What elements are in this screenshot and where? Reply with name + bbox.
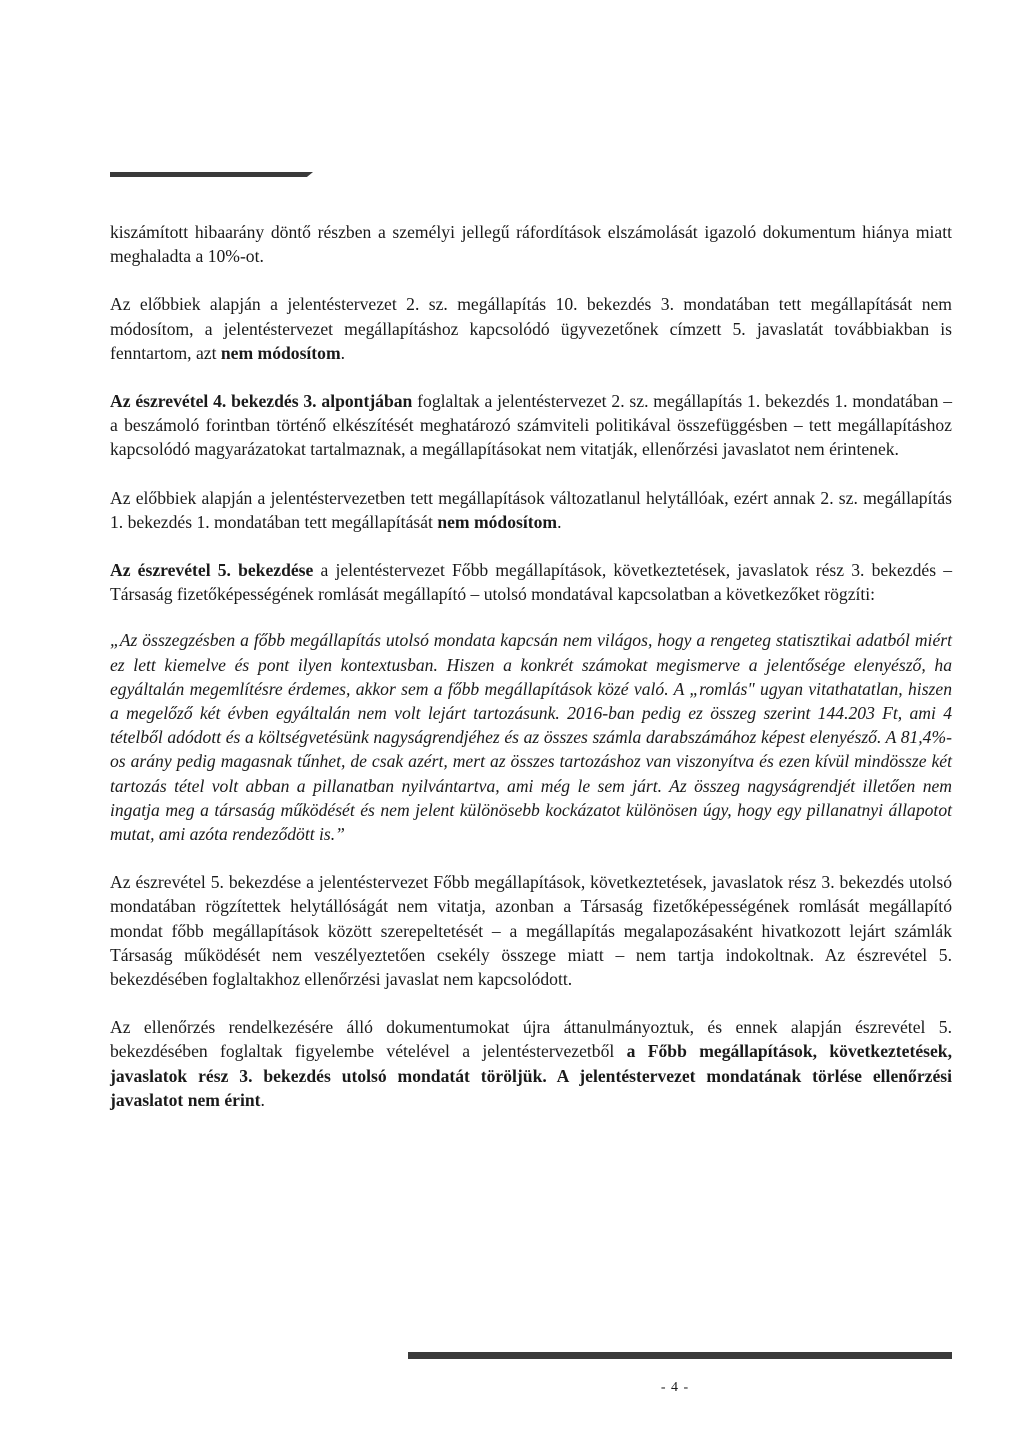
emphasis-nem-modositom: nem módosítom — [220, 342, 341, 363]
top-rule — [110, 172, 313, 177]
emphasis-nem-modositom-2: nem módosítom — [437, 511, 558, 532]
paragraph-3: Az észrevétel 4. bekezdés 3. alpontjában foglaltak a jelentéstervezet 2. sz. megállapítás 1. bekezdés 1. mondatában – a beszámoló forintban történő elkészítését meghatározó számviteli politikával összefüggésben – tett megállapításhoz kapcsolódó magyarázatokat tartalmaznak, a megállapításokat nem vitatják, ellenőrzési javaslatot nem érintenek. — [110, 391, 952, 460]
emphasis-eszrevetel-5: Az észrevétel 5. bekezdése — [110, 560, 314, 581]
paragraph-4: Az előbbiek alapján a jelentéstervezetben tett megállapítások változatlanul helytállóak, ezért annak 2. sz. megállapítás 1. bekezdés 1. mondatában tett megállapítását nem módosítom. — [110, 487, 952, 532]
paragraph-2: Az előbbiek alapján a jelentéstervezet 2. sz. megállapítás 10. bekezdés 3. mondatában tett megállapítását nem módosítom, a jelentéstervezet megállapításhoz kapcsolódó ügyvezetőnek címzett 5. javaslatát továbbiakban is fenntartom, azt nem módosítom. — [110, 294, 952, 363]
paragraph-7: Az ellenőrzés rendelkezésére álló dokumentumokat újra áttanulmányoztuk, és ennek alapján észrevétel 5. bekezdésében foglaltak figyelembe vételével a jelentéstervezetből a Főbb megállapítások, következtetések, javaslatok rész 3. bekezdés utolsó mondatát töröljük. A jelentéstervezet mondatának törlése ellenőrzési javaslatot nem érint. — [110, 1017, 952, 1110]
page-number: - 4 - — [660, 1380, 690, 1395]
emphasis-eszrevetel-4: Az észrevétel 4. bekezdés 3. alpontjában — [110, 391, 413, 412]
paragraph-6: Az észrevétel 5. bekezdése a jelentéstervezet Főbb megállapítások, következtetések, javaslatok rész 3. bekezdés utolsó mondatában rögzítettek helytállóságát nem vitatja, azonban a Társaság fizetőképességének romlását megállapító mondat főbb megállapítások között szerepeltetését – a megállapítás megalapozásaként hivatkozott lejárt számlák Társaság működését nem veszélyeztetően csekély összege miatt – nem tartja indokoltnak. Az észrevétel 5. bekezdésében foglaltakhoz ellenőrzési javaslat nem kapcsolódott. — [110, 872, 952, 990]
emphasis-conclusion: a Főbb megállapítások, következtetések, javaslatok rész 3. bekezdés utolsó mondatát töröljük. A jelentéstervezet mondatának törlése ellenőrzési javaslatot nem érint — [110, 1041, 952, 1110]
paragraph-1: kiszámított hibaarány döntő részben a személyi jellegű ráfordítások elszámolását igazoló dokumentum hiánya miatt meghaladta a 10%-ot. — [110, 222, 952, 267]
footer-rule — [408, 1352, 952, 1359]
paragraph-5: Az észrevétel 5. bekezdése a jelentéstervezet Főbb megállapítások, következtetések, javaslatok rész 3. bekezdés – Társaság fizetőképességének romlását megállapító – utolsó mondatával kapcsolatban a következőket rögzíti: — [110, 560, 952, 605]
quoted-comment: „Az összegzésben a főbb megállapítás utolsó mondata kapcsán nem világos, hogy a rengeteg statisztikai adatból miért ez lett kiemelve és pont ilyen kontextusban. Hiszen a konkrét számokat megismerve a jelentősége elenyésző, ha egyáltalán megemlítésre érdemes, akkor sem a főbb megállapítások közé való. A „romlás" ugyan vitathatatlan, hiszen a megelőző két évben egyáltalán nem volt lejárt tartozásunk. 2016-ban pedig ez összeg szerint 144.203 Ft, ami 4 tételből adódott és a költségvetésünk nagyságrendjéhez és az összes számla darabszámához képest elenyésző. A 81,4%-os arány pedig magasnak tűnhet, de csak azért, mert az összes tartozáshoz van viszonyítva és ezen kívül mindössze két tartozás tétel volt abban a pillanatban nyilvántartva, ami még le sem járt. Az összeg nagyságrendjét illetően nem ingatja meg a társaság működését és nem jelent különösebb kockázatot különösen úgy, hogy egy pillanatnyi állapotot mutat, ami azóta rendeződött is.” — [110, 630, 952, 845]
document-body — [110, 220, 952, 1136]
